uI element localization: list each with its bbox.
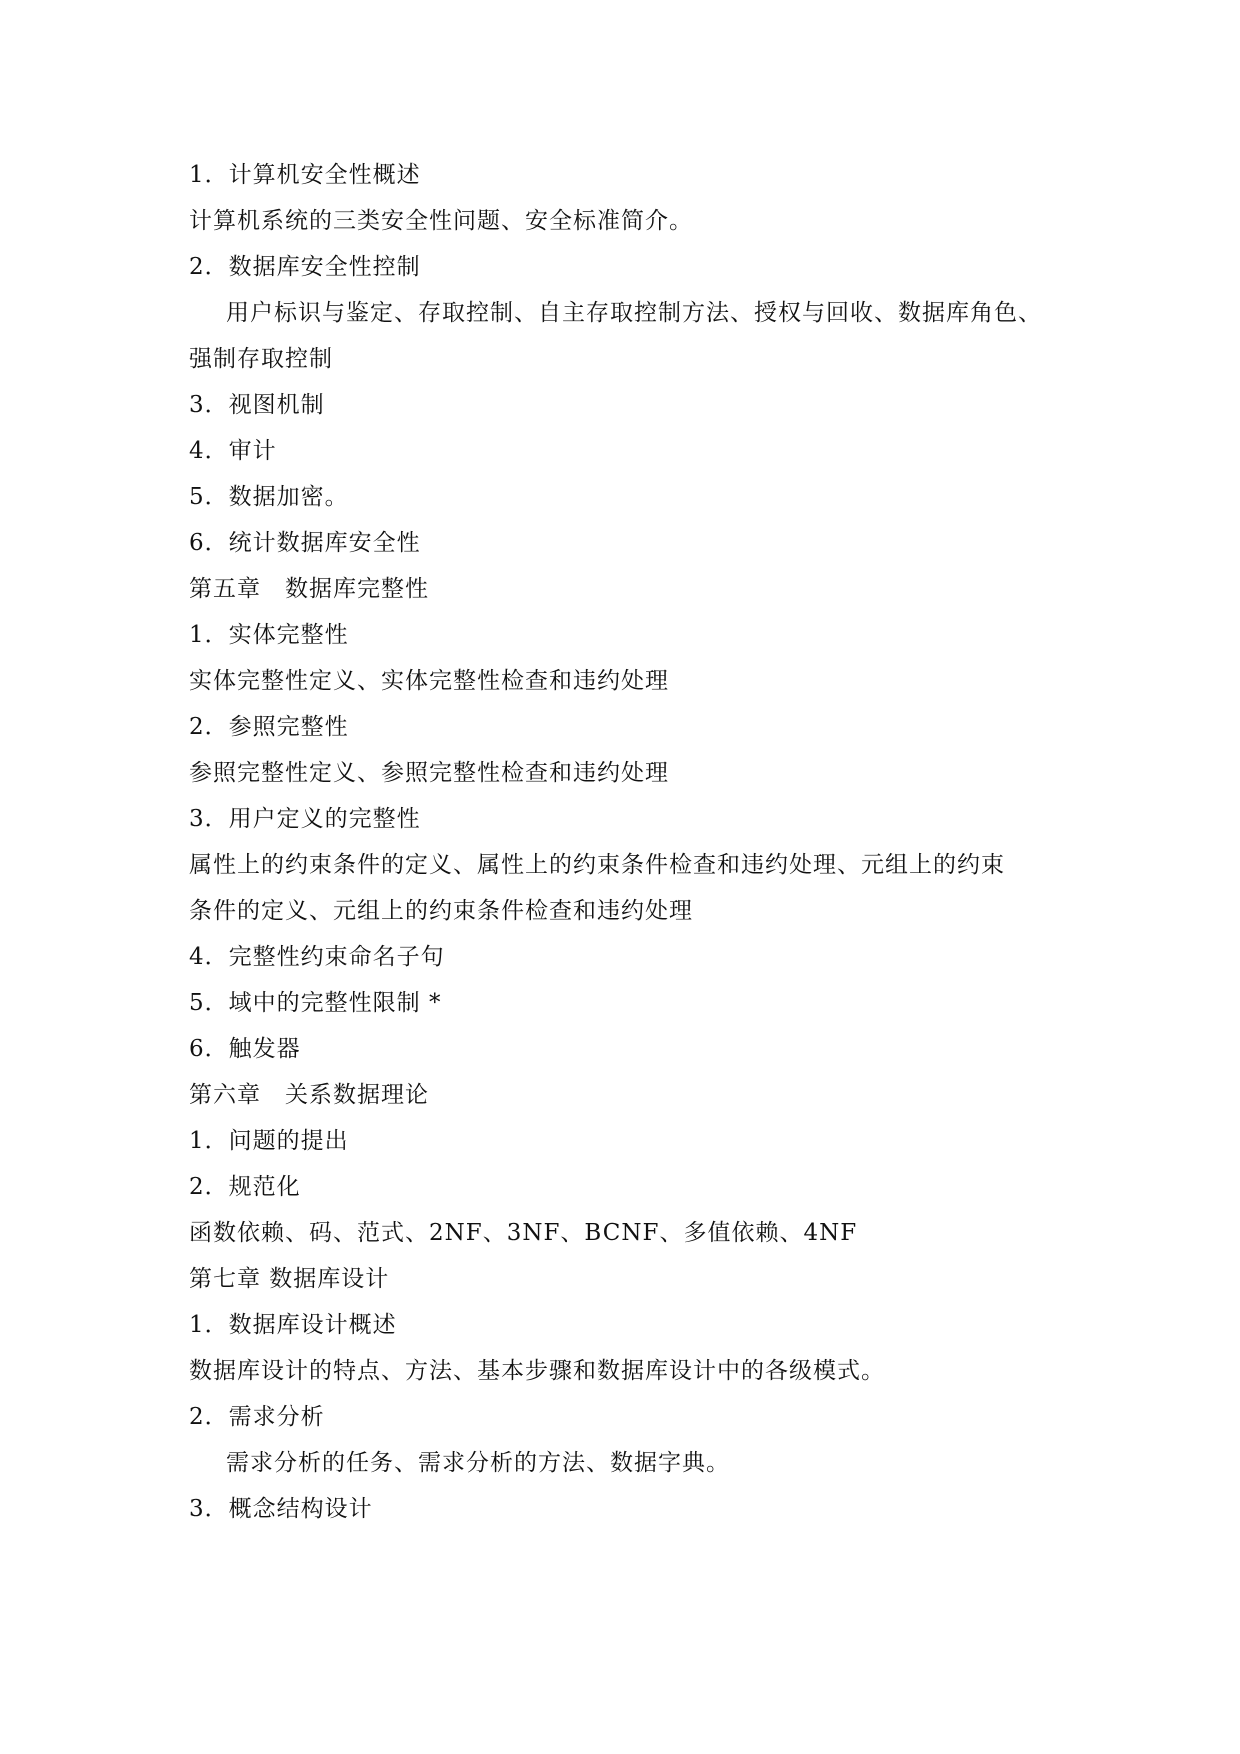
section-heading: 2．规范化 xyxy=(189,1174,301,1200)
section-heading: 1．实体完整性 xyxy=(189,622,349,648)
section-heading: 4．审计 xyxy=(189,438,277,464)
section-heading: 4．完整性约束命名子句 xyxy=(189,944,445,970)
body-text: 条件的定义、元组上的约束条件检查和违约处理 xyxy=(189,898,693,924)
body-text: 需求分析的任务、需求分析的方法、数据字典。 xyxy=(226,1450,730,1476)
chapter-heading: 第五章 数据库完整性 xyxy=(189,576,429,602)
body-text: 参照完整性定义、参照完整性检查和违约处理 xyxy=(189,760,669,786)
section-heading: 6．触发器 xyxy=(189,1036,301,1062)
section-heading: 3．概念结构设计 xyxy=(189,1496,373,1522)
section-heading: 1．问题的提出 xyxy=(189,1128,349,1154)
body-text: 属性上的约束条件的定义、属性上的约束条件检查和违约处理、元组上的约束 xyxy=(189,852,1005,878)
body-text: 强制存取控制 xyxy=(189,346,333,372)
body-text: 计算机系统的三类安全性问题、安全标准简介。 xyxy=(189,208,693,234)
body-text: 函数依赖、码、范式、2NF、3NF、BCNF、多值依赖、4NF xyxy=(189,1220,858,1246)
section-heading: 5．数据加密。 xyxy=(189,484,349,510)
body-text: 数据库设计的特点、方法、基本步骤和数据库设计中的各级模式。 xyxy=(189,1358,885,1384)
section-heading: 6．统计数据库安全性 xyxy=(189,530,421,556)
section-heading: 5．域中的完整性限制 * xyxy=(189,990,442,1016)
section-heading: 2．参照完整性 xyxy=(189,714,349,740)
section-heading: 3．视图机制 xyxy=(189,392,325,418)
body-text: 实体完整性定义、实体完整性检查和违约处理 xyxy=(189,668,669,694)
chapter-heading: 第六章 关系数据理论 xyxy=(189,1082,429,1108)
section-heading: 1．计算机安全性概述 xyxy=(189,162,421,188)
body-text: 用户标识与鉴定、存取控制、自主存取控制方法、授权与回收、数据库角色、 xyxy=(226,300,1042,326)
section-heading: 2．数据库安全性控制 xyxy=(189,254,421,280)
chapter-heading: 第七章 数据库设计 xyxy=(189,1266,390,1292)
section-heading: 2．需求分析 xyxy=(189,1404,325,1430)
section-heading: 3．用户定义的完整性 xyxy=(189,806,421,832)
section-heading: 1．数据库设计概述 xyxy=(189,1312,397,1338)
